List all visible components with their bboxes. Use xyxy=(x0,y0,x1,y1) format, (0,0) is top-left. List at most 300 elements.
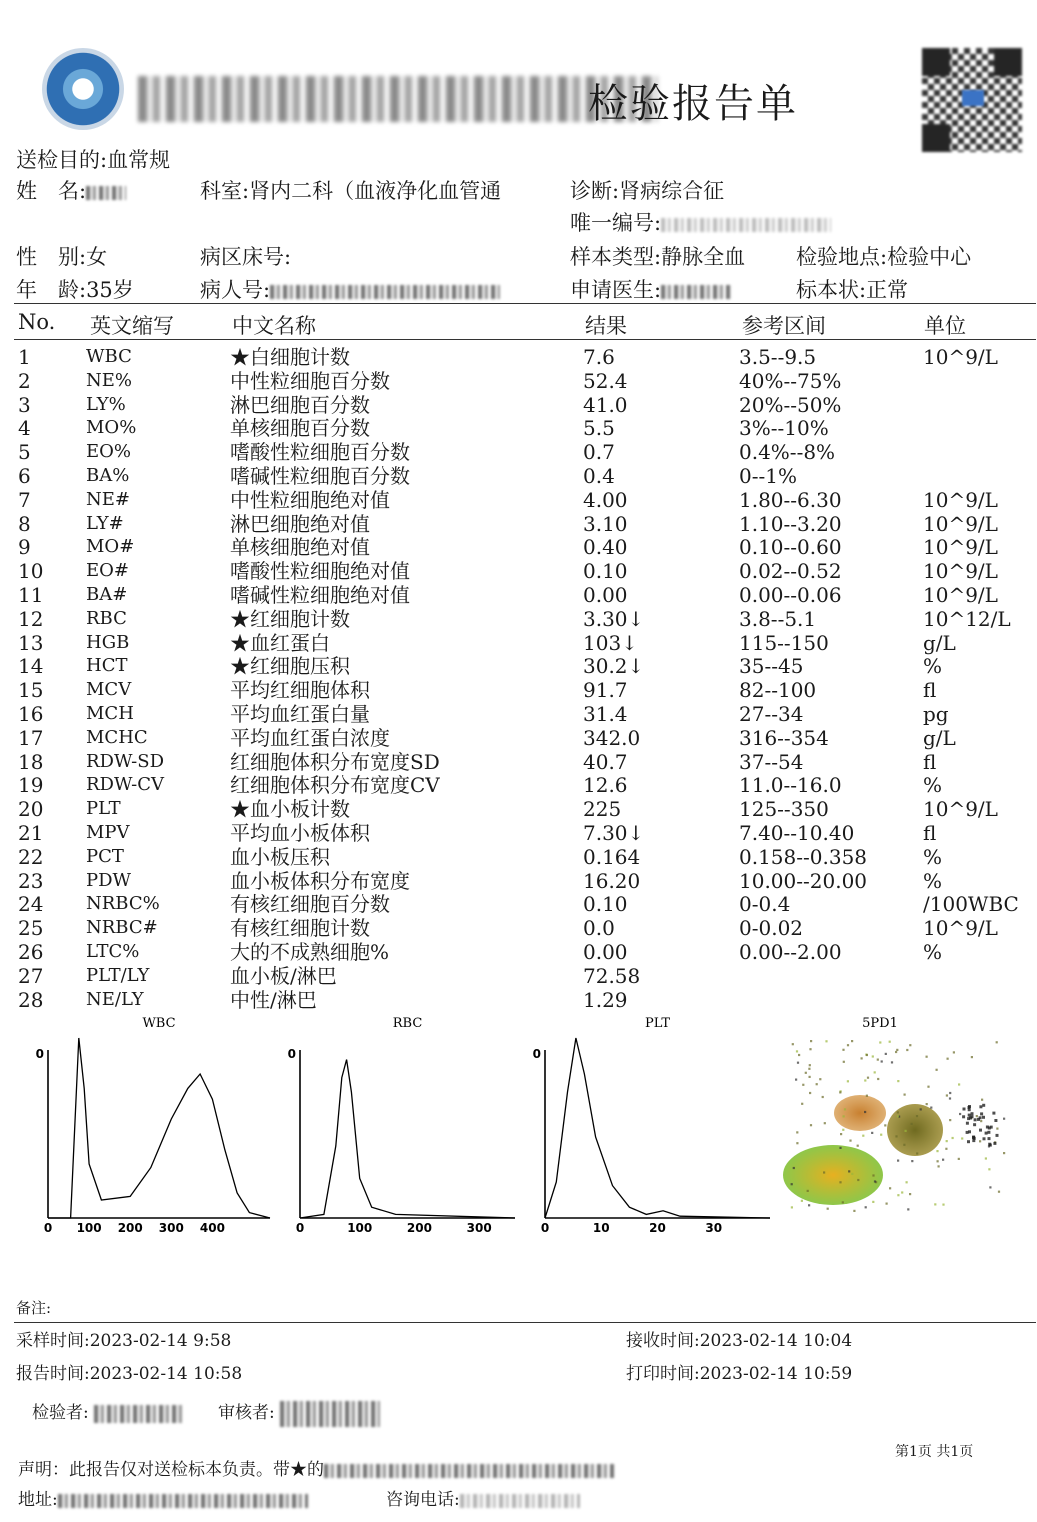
5pd1-dot xyxy=(949,1097,951,1099)
5pd1-dot xyxy=(971,1056,973,1058)
row-result: 0.00 xyxy=(583,583,628,607)
row-name: 红细胞体积分布宽度CV xyxy=(230,773,440,798)
row-unit: % xyxy=(923,868,943,893)
5pd1-dot xyxy=(981,1099,983,1101)
5pd1-dot xyxy=(871,1132,873,1134)
row-no: 28 xyxy=(18,987,44,1012)
5pd1-dot xyxy=(808,1068,810,1070)
5pd1-dot xyxy=(796,1050,798,1052)
row-result: 7.6 xyxy=(583,345,615,369)
5pd1-dot xyxy=(793,1167,795,1169)
5pd1-dot xyxy=(982,1116,985,1119)
5pd1-dot xyxy=(986,1126,989,1129)
5pd1-dot xyxy=(992,1112,995,1115)
5pd1-dot xyxy=(982,1104,985,1107)
row-name: 嗜碱性粒细胞绝对值 xyxy=(230,583,410,607)
5pd1-dot xyxy=(801,1103,803,1105)
row-reference: 3%--10% xyxy=(739,416,829,441)
row-abbr: BA% xyxy=(86,465,130,486)
5pd1-dot xyxy=(809,1048,811,1050)
5pd1-dot xyxy=(911,1160,913,1162)
5pd1-dot xyxy=(808,1204,810,1206)
5pd1-dot xyxy=(901,1191,903,1193)
row-no: 1 xyxy=(18,345,31,369)
row-unit: g/L xyxy=(923,725,956,750)
row-abbr: BA# xyxy=(86,584,128,605)
5pd1-dot xyxy=(946,1094,948,1096)
row-result: 30.2↓ xyxy=(583,654,645,679)
row-no: 2 xyxy=(18,368,31,393)
statement-redacted xyxy=(324,1464,614,1478)
row-reference: 7.40--10.40 xyxy=(739,821,855,845)
row-name: ★血红蛋白 xyxy=(230,630,330,655)
row-result: 3.30↓ xyxy=(583,606,645,631)
plt-curve xyxy=(545,1038,770,1218)
5pd1-dot xyxy=(824,1122,826,1124)
row-result: 0.164 xyxy=(583,844,641,869)
phone xyxy=(386,1485,580,1510)
5pd1-dot xyxy=(942,1204,944,1206)
5pd1-dot xyxy=(936,1150,938,1152)
5pd1-dot xyxy=(839,1181,841,1183)
5pd1-dot xyxy=(802,1084,804,1086)
row-result: 72.58 xyxy=(583,963,641,988)
5pd1-dot xyxy=(942,1159,944,1161)
row-no: 5 xyxy=(18,440,31,465)
row-result: 225 xyxy=(583,797,622,822)
5pd1-dot xyxy=(874,1180,876,1182)
5pd1-dot xyxy=(822,1096,824,1098)
row-name: ★红细胞压积 xyxy=(230,654,350,679)
5pd1-dot xyxy=(853,1210,855,1212)
row-unit: fl xyxy=(923,749,937,774)
5pd1-dot xyxy=(798,1054,800,1056)
row-no: 18 xyxy=(18,749,44,774)
5pd1-dot xyxy=(797,1062,799,1064)
5pd1-dot xyxy=(903,1144,905,1146)
page-info: 第1页 共1页 xyxy=(895,1444,974,1460)
row-abbr: RDW-SD xyxy=(86,750,165,772)
row-reference: 1.10--3.20 xyxy=(739,511,842,536)
report-time: 报告时间:2023-02-14 10:58 xyxy=(16,1364,243,1384)
row-reference: 20%--50% xyxy=(739,392,842,417)
5pd1-dot xyxy=(926,1056,928,1058)
5pd1-dot xyxy=(897,1115,899,1117)
row-abbr: PLT/LY xyxy=(86,964,150,986)
row-name: 嗜碱性粒细胞百分数 xyxy=(230,464,410,488)
rbc-x-tick: 100 xyxy=(347,1221,373,1235)
row-no: 26 xyxy=(18,940,44,964)
rbc-x-tick: 0 xyxy=(295,1221,305,1235)
row-reference: 10.00--20.00 xyxy=(739,868,868,893)
5pd1-dot xyxy=(842,1049,844,1051)
gender: 性 别:女 xyxy=(16,245,108,269)
row-reference: 0.4%--8% xyxy=(739,440,836,465)
row-abbr: NRBC% xyxy=(86,893,160,915)
5pd1-dot xyxy=(945,1148,947,1150)
row-unit: 10^9/L xyxy=(923,916,998,941)
reviewer xyxy=(218,1398,380,1427)
5pd1-dot xyxy=(906,1181,908,1183)
row-result: 40.7 xyxy=(583,749,628,774)
5pd1-dot xyxy=(867,1077,869,1079)
ward-bed: 病区床号: xyxy=(200,245,292,269)
row-name: 嗜酸性粒细胞绝对值 xyxy=(230,559,410,584)
row-unit: % xyxy=(923,654,943,679)
5pd1-dot xyxy=(866,1095,868,1097)
5pd1-dot xyxy=(989,1186,991,1188)
5pd1-dot xyxy=(791,1183,793,1185)
5pd1-dot xyxy=(816,1083,818,1085)
5pd1-dot xyxy=(946,1140,948,1142)
footer-rule xyxy=(14,1322,1036,1323)
5pd1-dot xyxy=(904,1094,906,1096)
row-reference: 0.02--0.52 xyxy=(739,559,842,584)
5pd1-dot xyxy=(927,1086,929,1088)
row-no: 12 xyxy=(18,606,44,631)
5pd1-dot xyxy=(907,1208,909,1210)
row-unit: fl xyxy=(923,678,937,703)
patient-no-redacted xyxy=(270,285,500,299)
5pd1-dot xyxy=(792,1043,794,1045)
name-redacted xyxy=(86,186,126,200)
row-unit: % xyxy=(923,844,943,869)
5pd1-dot xyxy=(881,1060,883,1062)
5pd1-dot xyxy=(897,1111,899,1113)
5pd1-dot xyxy=(885,1053,887,1055)
row-result: 41.0 xyxy=(583,392,628,417)
5pd1-dot xyxy=(967,1140,970,1143)
5pd1-dot xyxy=(877,1078,879,1080)
5pd1-dot xyxy=(979,1140,981,1142)
5pd1-dot xyxy=(880,1134,882,1136)
row-result: 91.7 xyxy=(583,678,628,703)
5pd1-dot xyxy=(947,1058,949,1060)
row-abbr: MCH xyxy=(86,703,134,724)
rbc-curve xyxy=(300,1060,515,1218)
row-no: 14 xyxy=(18,654,44,679)
5pd1-dot xyxy=(953,1051,955,1053)
5pd1-dot xyxy=(842,1129,844,1131)
row-no: 17 xyxy=(18,725,44,750)
5pd1-dot xyxy=(801,1200,803,1202)
name-label: 姓 名: xyxy=(16,179,87,203)
5pd1-dot xyxy=(980,1120,982,1122)
row-abbr: PLT xyxy=(86,798,121,820)
row-no: 10 xyxy=(18,559,44,584)
5pd1-dot xyxy=(897,1194,899,1196)
5pd1-dot xyxy=(985,1157,987,1159)
statement-text: 声明：此报告仅对送检标本负责。带★的 xyxy=(18,1460,324,1480)
unique-id xyxy=(570,207,831,237)
row-unit: 10^9/L xyxy=(923,583,998,607)
row-name: 淋巴细胞绝对值 xyxy=(230,511,370,536)
row-result: 7.30↓ xyxy=(583,821,645,845)
5pd1-dot xyxy=(809,1064,811,1066)
5pd1-dot xyxy=(988,1137,991,1140)
5pd1-dot xyxy=(897,1160,899,1162)
5pd1-dot xyxy=(847,1080,849,1082)
5pd1-dot xyxy=(896,1049,898,1051)
row-abbr: EO% xyxy=(86,441,131,463)
5pd1-dot xyxy=(949,1092,951,1094)
5pd1-dot xyxy=(795,1079,797,1081)
5pd1-dot xyxy=(1003,1118,1005,1120)
5pd1-dot xyxy=(1003,1152,1005,1154)
5pd1-dot xyxy=(976,1115,978,1117)
5pd1-dot xyxy=(839,1147,841,1149)
remarks-label: 备注: xyxy=(16,1299,52,1317)
5pd1-dot xyxy=(849,1140,851,1142)
5pd1-dot xyxy=(938,1165,940,1167)
5pd1-dot xyxy=(980,1112,983,1115)
row-reference: 3.5--9.5 xyxy=(739,345,817,369)
row-name: 有核红细胞百分数 xyxy=(230,892,390,917)
row-unit: 10^9/L xyxy=(923,345,998,369)
rbc-title: RBC xyxy=(392,1016,423,1031)
row-reference: 125--350 xyxy=(739,797,829,822)
row-name: 淋巴细胞百分数 xyxy=(230,392,370,417)
phone-label: 咨询电话: xyxy=(386,1490,460,1510)
5pd1-dot xyxy=(807,1190,809,1192)
row-name: 单核细胞百分数 xyxy=(230,416,370,441)
5pd1-dot xyxy=(839,1091,841,1093)
plt-x-tick: 20 xyxy=(649,1221,666,1235)
wbc-x-tick: 300 xyxy=(158,1221,184,1235)
row-result: 103↓ xyxy=(583,630,638,655)
5pd1-dot xyxy=(872,1174,874,1176)
row-result: 12.6 xyxy=(583,773,628,798)
qr-code-center-mark xyxy=(962,90,984,106)
5pd1-dot xyxy=(825,1040,827,1042)
unique-id-redacted xyxy=(661,218,831,232)
sample-type: 样本类型:静脉全血 xyxy=(570,245,746,269)
row-name: 红细胞体积分布宽度SD xyxy=(230,749,440,774)
5pd1-dot xyxy=(864,1111,866,1113)
print-time: 打印时间:2023-02-14 10:59 xyxy=(626,1364,853,1384)
address-label: 地址: xyxy=(18,1490,58,1510)
row-abbr: MCV xyxy=(86,679,132,701)
row-reference: 40%--75% xyxy=(739,368,842,393)
table-top-rule xyxy=(14,303,1036,304)
5pd1-dot xyxy=(842,1201,844,1203)
5pd1-dot xyxy=(889,1187,891,1189)
row-name: 平均血小板体积 xyxy=(230,821,370,845)
row-unit: 10^9/L xyxy=(923,487,998,512)
5pd1-dot xyxy=(971,1112,974,1115)
row-no: 15 xyxy=(18,678,44,703)
row-result: 4.00 xyxy=(583,487,628,512)
wbc-histogram xyxy=(36,1016,270,1235)
5pd1-dot xyxy=(985,1132,988,1135)
row-result: 0.00 xyxy=(583,940,628,964)
5pd1-dot xyxy=(996,1041,998,1043)
col-header-unit: 单位 xyxy=(924,314,966,338)
row-abbr: PDW xyxy=(86,869,132,891)
5pd1-dot xyxy=(844,1108,846,1110)
row-result: 1.29 xyxy=(583,987,628,1012)
5pd1-dot xyxy=(920,1108,922,1110)
row-reference: 82--100 xyxy=(739,678,817,703)
row-result: 0.7 xyxy=(583,440,615,465)
row-name: 单核细胞绝对值 xyxy=(230,535,370,560)
doctor-redacted xyxy=(661,285,731,299)
5pd1-dot xyxy=(891,1061,893,1063)
5pd1-dot xyxy=(911,1123,913,1125)
5pd1-dot xyxy=(930,1107,932,1109)
5pd1-dot xyxy=(959,1113,961,1115)
5pd1-dot xyxy=(840,1133,842,1135)
results-table-body xyxy=(0,345,1037,1015)
5pd1-dot xyxy=(993,1142,996,1145)
col-header-reference: 参考区间 xyxy=(742,314,826,338)
unique-id-label: 唯一编号: xyxy=(570,211,662,235)
5pd1-dot xyxy=(968,1114,971,1117)
5pd1-dot xyxy=(866,1054,868,1056)
plt-x-tick: 10 xyxy=(592,1221,610,1235)
row-unit: % xyxy=(923,773,943,798)
5pd1-dot xyxy=(988,1168,990,1170)
plt-title: PLT xyxy=(645,1016,670,1031)
row-result: 0.40 xyxy=(583,535,628,560)
department: 科室:肾内二科（血液净化血管通 xyxy=(200,179,502,203)
row-abbr: MCHC xyxy=(86,726,148,748)
row-abbr: HGB xyxy=(86,631,130,653)
row-no: 7 xyxy=(18,487,31,512)
row-reference: 0.10--0.60 xyxy=(739,535,842,560)
5pd1-dot xyxy=(987,1131,990,1134)
col-header-result: 结果 xyxy=(585,314,627,338)
5pd1-dot xyxy=(916,1115,918,1117)
5pd1-dot xyxy=(967,1117,970,1120)
reviewer-signature xyxy=(280,1401,380,1427)
row-result: 0.10 xyxy=(583,892,628,917)
row-no: 6 xyxy=(18,464,31,488)
wbc-x-tick: 100 xyxy=(76,1221,102,1235)
5pd1-dot xyxy=(862,1135,864,1137)
row-name: 大的不成熟细胞% xyxy=(230,940,390,964)
row-reference: 115--150 xyxy=(739,630,829,655)
row-reference: 37--54 xyxy=(739,749,804,774)
row-abbr: LY# xyxy=(86,512,124,534)
5pd1-dot xyxy=(886,1203,888,1205)
5pd1-dot xyxy=(810,1040,812,1042)
row-result: 52.4 xyxy=(583,368,628,393)
row-name: ★红细胞计数 xyxy=(230,606,350,631)
row-name: ★白细胞计数 xyxy=(230,345,350,369)
row-abbr: RBC xyxy=(86,607,127,629)
row-no: 24 xyxy=(18,892,44,917)
row-no: 13 xyxy=(18,630,44,655)
5pd1-dot xyxy=(962,1115,965,1118)
5pd1-dot xyxy=(996,1134,999,1137)
tester-signature xyxy=(94,1405,184,1423)
row-reference: 0.00--0.06 xyxy=(739,583,842,607)
row-unit: 10^9/L xyxy=(923,797,998,822)
row-no: 16 xyxy=(18,702,44,726)
5pd1-dot xyxy=(979,1129,982,1132)
5pd1-dot xyxy=(998,1191,1000,1193)
row-no: 23 xyxy=(18,868,44,893)
row-unit: fl xyxy=(923,821,937,845)
5pd1-dot xyxy=(809,1092,811,1094)
row-no: 20 xyxy=(18,797,44,822)
row-result: 3.10 xyxy=(583,511,628,536)
row-no: 8 xyxy=(18,511,31,536)
row-result: 0.0 xyxy=(583,916,615,941)
5pd1-dot xyxy=(847,1044,849,1046)
row-reference: 3.8--5.1 xyxy=(739,606,817,631)
requesting-doctor xyxy=(570,274,731,304)
row-abbr: NE# xyxy=(86,488,130,510)
5pd1-dot xyxy=(879,1041,881,1043)
5pd1-dot xyxy=(819,1078,821,1080)
row-reference: 0.158--0.358 xyxy=(739,844,868,869)
statement xyxy=(18,1455,614,1480)
receive-time: 接收时间:2023-02-14 10:04 xyxy=(626,1331,853,1351)
row-name: ★血小板计数 xyxy=(230,797,350,822)
5pd1-dot xyxy=(884,1124,886,1126)
row-reference: 1.80--6.30 xyxy=(739,487,842,512)
row-no: 9 xyxy=(18,535,31,560)
address-redacted xyxy=(58,1494,308,1508)
5pd1-dot xyxy=(952,1137,954,1139)
patient-no-label: 病人号: xyxy=(200,278,271,302)
plt-x-tick: 0 xyxy=(540,1221,550,1235)
5pd1-dot xyxy=(949,1119,951,1121)
row-reference: 35--45 xyxy=(739,654,804,679)
col-header-abbr: 英文缩写 xyxy=(90,314,174,338)
5pd1-dot xyxy=(974,1118,977,1121)
patient-name xyxy=(16,175,126,205)
tester-label: 检验者: xyxy=(32,1403,89,1423)
5pd1-dot xyxy=(958,1158,960,1160)
row-unit: 10^9/L xyxy=(923,511,998,536)
row-unit: g/L xyxy=(923,630,956,655)
row-unit: /100WBC xyxy=(923,892,1019,917)
5pd1-dot xyxy=(909,1044,911,1046)
row-unit: 10^12/L xyxy=(923,606,1011,631)
row-reference: 0-0.02 xyxy=(739,916,804,941)
5pd1-cluster-lymphocyte xyxy=(834,1095,886,1131)
5pd1-dot xyxy=(936,1069,938,1071)
5pd1-dot xyxy=(934,1203,936,1205)
row-result: 5.5 xyxy=(583,416,615,441)
test-location: 检验地点:检验中心 xyxy=(796,245,972,269)
row-abbr: WBC xyxy=(86,346,132,367)
5pd1-dot xyxy=(979,1116,982,1119)
5pd1-dot xyxy=(805,1072,807,1074)
doctor-label: 申请医生: xyxy=(570,278,662,302)
row-abbr: NRBC# xyxy=(86,917,158,939)
5pd1-dot xyxy=(895,1135,897,1137)
5pd1-dot xyxy=(857,1145,859,1147)
5pd1-dot xyxy=(972,1136,975,1139)
row-abbr: EO# xyxy=(86,560,129,582)
5pd1-dot xyxy=(857,1179,859,1181)
5pd1-dot xyxy=(983,1137,986,1140)
row-reference: 27--34 xyxy=(739,702,804,726)
row-no: 22 xyxy=(18,844,44,869)
row-abbr: LY% xyxy=(86,393,126,415)
rbc-y-tick: 0 xyxy=(287,1047,296,1061)
5pd1-dot xyxy=(864,1079,866,1081)
5pd1-cluster-neutrophil xyxy=(783,1145,883,1205)
5pd1-dot xyxy=(895,1051,897,1053)
5pd1-dot xyxy=(843,1061,845,1063)
reviewer-label: 审核者: xyxy=(218,1403,275,1423)
row-no: 19 xyxy=(18,773,44,798)
